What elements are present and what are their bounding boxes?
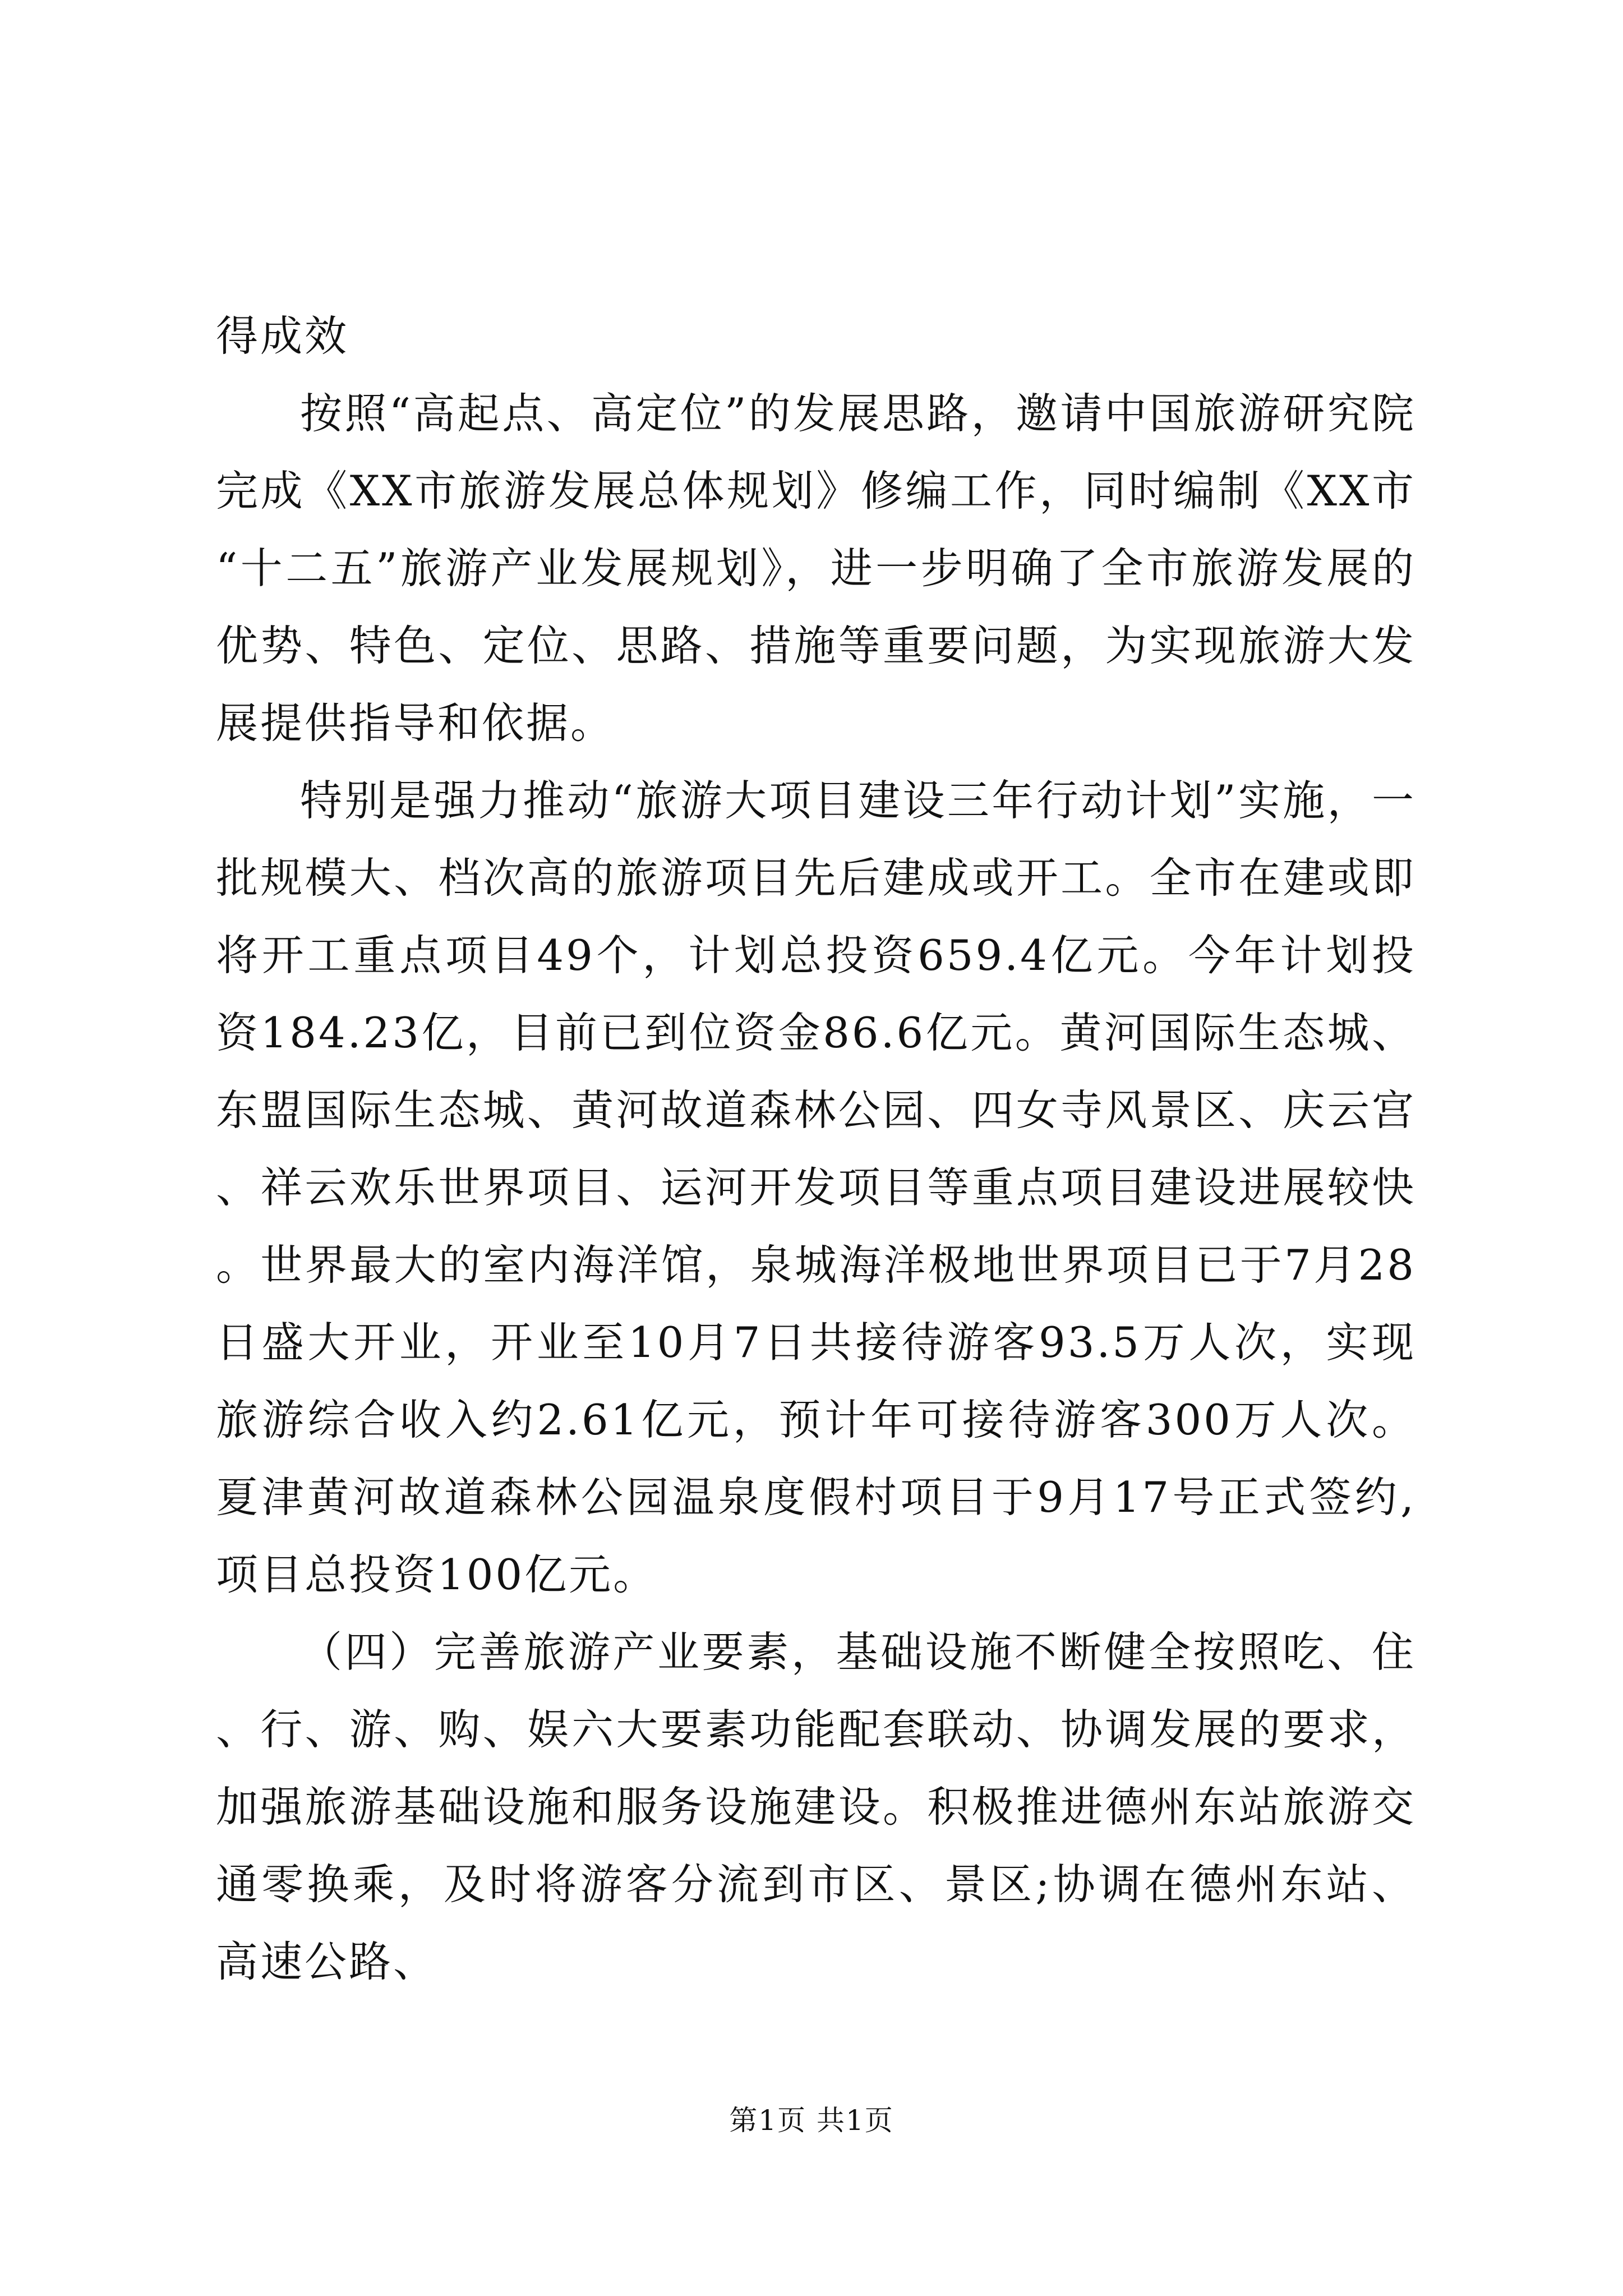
paragraph-section-four: （四）完善旅游产业要素，基础设施不断健全按照吃、住、行、游、购、娱六大要素功能配套联动、协调发展的要求，加强旅游基础设施和服务设施建设。积极推进德州东站旅游交通零换乘，及时将游客分流到市区、景区;协调在德州东站、高速公路、 (216, 1627, 1416, 1986)
document-body (216, 297, 1416, 2000)
paragraph-continuation: 得成效 (216, 311, 349, 361)
page-number-label: 第1页 共1页 (729, 2104, 894, 2137)
paragraph-planning: 按照“高起点、高定位”的发展思路，邀请中国旅游研究院完成《XX市旅游发展总体规划》修编工作，同时编制《XX市“十二五”旅游产业发展规划》，进一步明确了全市旅游发展的优势、特色、定位、思路、措施等重要问题，为实现旅游大发展提供指导和依据。 (216, 389, 1416, 748)
page-footer (0, 2104, 1623, 2137)
paragraph-major-projects: 特别是强力推动“旅游大项目建设三年行动计划”实施，一批规模大、档次高的旅游项目先后建成或开工。全市在建或即将开工重点项目49个，计划总投资659.4亿元。今年计划投资184.23亿，目前已到位资金86.6亿元。黄河国际生态城、东盟国际生态城、黄河故道森林公园、四女寺风景区、庆云宫、祥云欢乐世界项目、运河开发项目等重点项目建设进展较快。世界最大的室内海洋馆，泉城海洋极地世界项目已于7月28日盛大开业，开业至10月7日共接待游客93.5万人次，实现旅游综合收入约2.61亿元，预计年可接待游客300万人次。夏津黄河故道森林公园温泉度假村项目于9月17号正式签约,项目总投资100亿元。 (216, 776, 1416, 1599)
